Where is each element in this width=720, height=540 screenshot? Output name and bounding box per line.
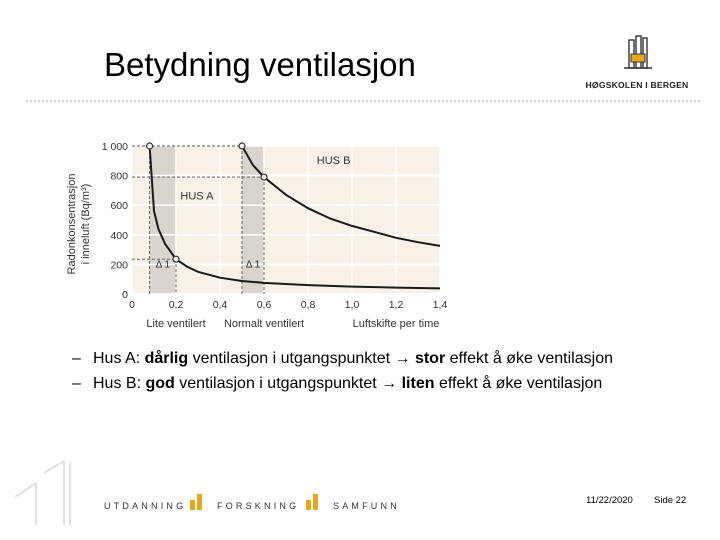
y-tick-label: 400	[110, 229, 128, 242]
hib-logo	[584, 34, 694, 94]
x-tick-label: 1,2	[388, 299, 404, 311]
footer-decor-lines	[15, 461, 70, 525]
footer-word: SAMFUNN	[333, 501, 400, 511]
title-divider	[26, 100, 700, 102]
bullet-emphasis: liten	[401, 375, 435, 392]
x-tick-label: 1,4	[432, 299, 448, 311]
footer-word: FORSKNING	[217, 501, 300, 511]
bullet-hus-b	[72, 371, 613, 396]
y-tick-label: 600	[110, 200, 128, 213]
bullet-emphasis: stor	[414, 350, 446, 367]
delta-label: Δ 1	[245, 259, 261, 271]
series-label: HUS B	[316, 154, 351, 167]
hib-logo-icon	[584, 34, 694, 80]
plot-area	[132, 146, 440, 294]
x-tick-label: 0	[129, 299, 135, 311]
radon-chart	[60, 130, 460, 335]
footer-word-samfunn	[333, 501, 400, 511]
footer-accent-2	[306, 494, 318, 510]
x-category-label: Lite ventilert	[146, 318, 206, 330]
series-label: HUS A	[180, 190, 214, 203]
y-tick-label: 800	[110, 170, 128, 183]
bullet-text: Hus B:	[93, 375, 146, 392]
bullet-text: effekt å øke ventilasjon	[434, 375, 603, 392]
data-point	[261, 174, 267, 180]
x-tick-label: 1,0	[344, 299, 360, 311]
x-tick-label: 0,2	[168, 299, 184, 311]
data-point	[173, 256, 179, 262]
delta-label: Δ 1	[155, 259, 171, 271]
footer-word: UTDANNING	[104, 501, 187, 511]
x-category-label: Luftskifte per time	[352, 318, 440, 330]
shaded-band	[242, 146, 264, 294]
x-tick-label: 0,4	[212, 299, 228, 311]
x-tick-label: 0,6	[256, 299, 272, 311]
y-tick-label: 200	[110, 259, 128, 272]
footer-accent-1	[190, 494, 202, 510]
bullet-text: Hus A:	[93, 350, 145, 367]
slide-title: Betydning ventilasjon	[104, 46, 416, 83]
data-point	[147, 143, 153, 149]
bullet-dash: –	[72, 375, 81, 392]
bullet-emphasis: dårlig	[144, 350, 189, 367]
bullet-emphasis: god	[145, 375, 175, 392]
bullet-text: ventilasjon i utgangspunktet →	[188, 350, 415, 367]
shaded-band	[150, 146, 176, 294]
slide-date: 11/22/2020	[586, 495, 633, 506]
y-axis-label: i inneluft (Bq/m³)	[80, 183, 92, 265]
footer-word-utdanning	[104, 501, 186, 511]
y-tick-label: 1 000	[101, 141, 128, 153]
x-category-label: Normalt ventilert	[223, 318, 305, 330]
bullet-dash: –	[72, 350, 81, 367]
bullet-text: ventilasjon i utgangspunktet →	[174, 375, 402, 392]
bullet-hus-a	[72, 346, 613, 371]
slide-number: Side 22	[654, 495, 687, 506]
footer-word-forskning	[217, 501, 299, 511]
y-axis-label: Radonkonsentrasjon	[66, 173, 78, 275]
bullet-text: effekt å øke ventilasjon	[445, 350, 613, 367]
x-tick-label: 0,8	[300, 299, 316, 311]
bullet-list	[72, 346, 613, 396]
data-point	[239, 143, 245, 149]
y-tick-label: 0	[122, 289, 128, 301]
logo-text: HØGSKOLEN I BERGEN	[585, 80, 689, 90]
